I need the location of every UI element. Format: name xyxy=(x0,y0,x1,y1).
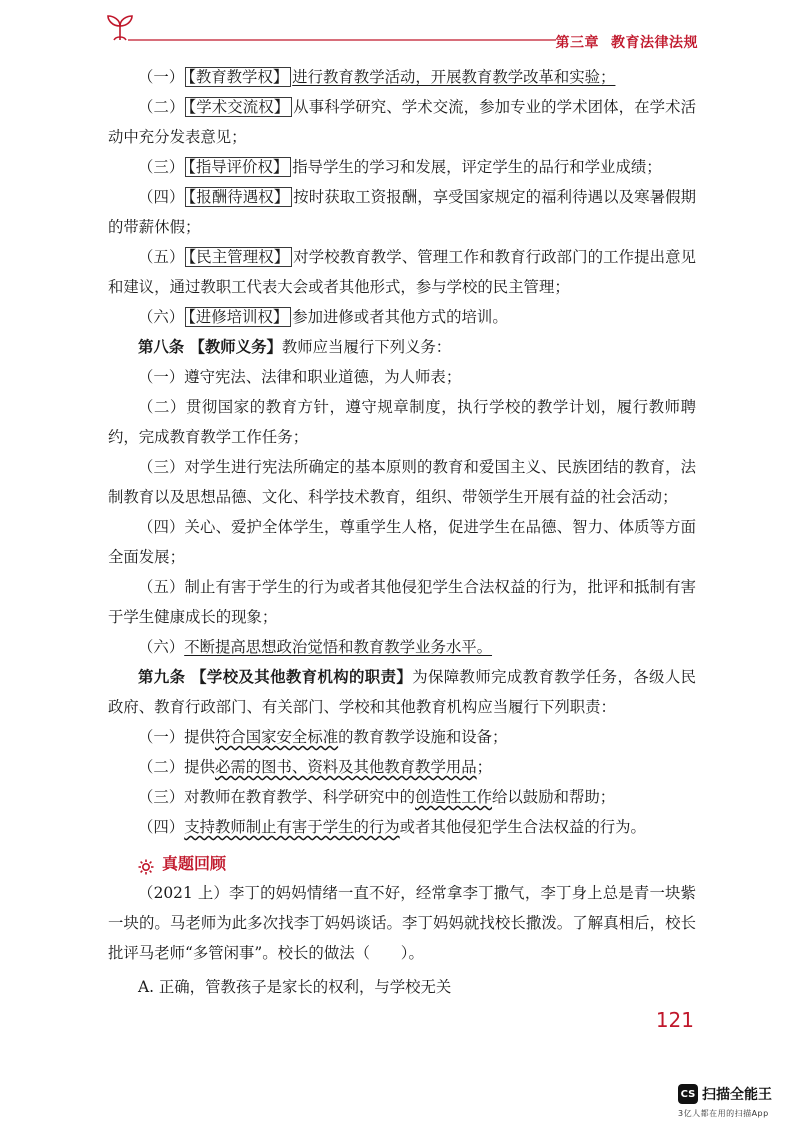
paragraph-text: （一）遵守宪法、法律和职业道德，为人师表； xyxy=(138,368,462,386)
paragraph xyxy=(108,722,696,752)
paragraph-text: （一）提供 xyxy=(138,728,215,746)
underlined-text: 不断提高思想政治觉悟和教育教学业务水平。 xyxy=(184,638,493,656)
paragraph xyxy=(108,662,696,722)
paragraph-text: 或者其他侵犯学生合法权益的行为。 xyxy=(399,818,646,836)
paragraph-text: 的教育教学设施和设备； xyxy=(338,728,508,746)
wavy-underlined-text: 创造性工作 xyxy=(415,788,493,806)
paragraph xyxy=(108,452,696,512)
paragraph-text: （四）关心、爱护全体学生，尊重学生人格，促进学生在品德、智力、体质等方面全面发展； xyxy=(108,518,696,566)
paragraph-text: （二） xyxy=(138,98,185,116)
boxed-term: 【进修培训权】 xyxy=(185,307,291,327)
paragraph xyxy=(108,332,696,362)
article-heading: 第八条 【教师义务】 xyxy=(138,338,282,356)
boxed-term: 【教育教学权】 xyxy=(185,67,291,87)
paragraph xyxy=(108,752,696,782)
paragraph-text: （一） xyxy=(138,68,185,86)
paragraph xyxy=(108,572,696,632)
paragraph-text: （六） xyxy=(138,638,185,656)
page-body xyxy=(108,62,696,1002)
wavy-underlined-text: 支持教师制止有害于学生的行为 xyxy=(184,818,400,836)
paragraph-text: 按时获取工资报酬，享受国家规定的福利待遇以及寒暑假期的带薪休假； xyxy=(108,188,696,236)
chapter-number: 第三章 xyxy=(555,35,599,51)
paragraph xyxy=(108,782,696,812)
boxed-term: 【学术交流权】 xyxy=(185,97,292,117)
page-number: 121 xyxy=(655,1008,694,1032)
sprout-icon xyxy=(108,16,132,40)
paragraph-text: （三）对教师在教育教学、科学研究中的 xyxy=(138,788,416,806)
paragraph-text: 参加进修或者其他方式的培训。 xyxy=(292,308,508,326)
paragraph-text: 对学校教育教学、管理工作和教育行政部门的工作提出意见和建议，通过教职工代表大会或者其他形式，参与学校的民主管理； xyxy=(108,248,696,296)
page-header xyxy=(0,0,800,60)
underlined-text: 进行教育教学活动，开展教育教学改革和实验； xyxy=(292,68,616,86)
paragraph xyxy=(108,242,696,302)
chapter-title: 教育法律法规 xyxy=(611,35,698,51)
chapter-heading xyxy=(556,32,699,52)
review-heading xyxy=(108,850,696,878)
paragraph-text: （二）贯彻国家的教育方针，遵守规章制度，执行学校的教学计划，履行教师聘约，完成教育教学工作任务； xyxy=(108,398,696,446)
paragraph-text: （三） xyxy=(138,158,185,176)
watermark-subtitle: 3亿人都在用的扫描App xyxy=(678,1109,769,1118)
paragraph-text: 给以鼓励和帮助； xyxy=(492,788,616,806)
paragraph-text: 指导学生的学习和发展，评定学生的品行和学业成绩； xyxy=(292,158,662,176)
paragraph-text: ； xyxy=(476,758,493,776)
article-heading: 第九条 【学校及其他教育机构的职责】 xyxy=(138,668,413,686)
paragraph-text: 为保障教师完成教育教学任务，各级人民政府、教育行政部门、有关部门、学校和其他教育机构应当履行下列职责： xyxy=(108,668,696,716)
scanner-watermark xyxy=(678,1084,788,1119)
review-title: 真题回顾 xyxy=(162,854,227,873)
review-question: （2021 上）李丁的妈妈情绪一直不好，经常拿李丁撒气，李丁身上总是青一块紫一块的。马老师为此多次找李丁妈妈谈话。李丁妈妈就找校长撒泼。了解真相后，校长批评马老师“多管闲事”。校长的做法（ ）。 xyxy=(108,884,696,962)
paragraph xyxy=(108,632,696,662)
camscanner-logo: CS xyxy=(678,1084,698,1104)
paragraph-text: （六） xyxy=(138,308,185,326)
paragraph xyxy=(108,512,696,572)
paragraph xyxy=(108,392,696,452)
paragraph-list xyxy=(108,62,696,842)
paragraph-text: （三）对学生进行宪法所确定的基本原则的教育和爱国主义、民族团结的教育，法制教育以及思想品德、文化、科学技术教育，组织、带领学生开展有益的社会活动； xyxy=(108,458,696,506)
wavy-underlined-text: 符合国家安全标准 xyxy=(214,728,339,746)
paragraph xyxy=(108,152,696,182)
boxed-term: 【民主管理权】 xyxy=(185,247,292,267)
paragraph xyxy=(108,302,696,332)
paragraph-text: （四） xyxy=(138,188,185,206)
paragraph-text: （二）提供 xyxy=(138,758,215,776)
paragraph-text: （四） xyxy=(138,818,185,836)
paragraph-text: 从事科学研究、学术交流，参加专业的学术团体，在学术活动中充分发表意见； xyxy=(108,98,696,146)
paragraph xyxy=(108,92,696,152)
watermark-title: 扫描全能王 xyxy=(702,1087,772,1103)
wavy-underlined-text: 必需的图书、资料及其他教育教学用品 xyxy=(214,758,477,776)
option-a: A. 正确，管教孩子是家长的权利，与学校无关 xyxy=(138,978,452,996)
boxed-term: 【报酬待遇权】 xyxy=(185,187,292,207)
boxed-term: 【指导评价权】 xyxy=(185,157,291,177)
paragraph-text: （五） xyxy=(138,248,185,266)
paragraph-text: 教师应当履行下列义务： xyxy=(281,338,452,356)
paragraph xyxy=(108,62,696,92)
paragraph xyxy=(108,812,696,842)
sun-icon xyxy=(138,856,154,872)
paragraph xyxy=(108,182,696,242)
paragraph xyxy=(108,362,696,392)
paragraph-text: （五）制止有害于学生的行为或者其他侵犯学生合法权益的行为，批评和抵制有害于学生健康成长的现象； xyxy=(108,578,696,626)
